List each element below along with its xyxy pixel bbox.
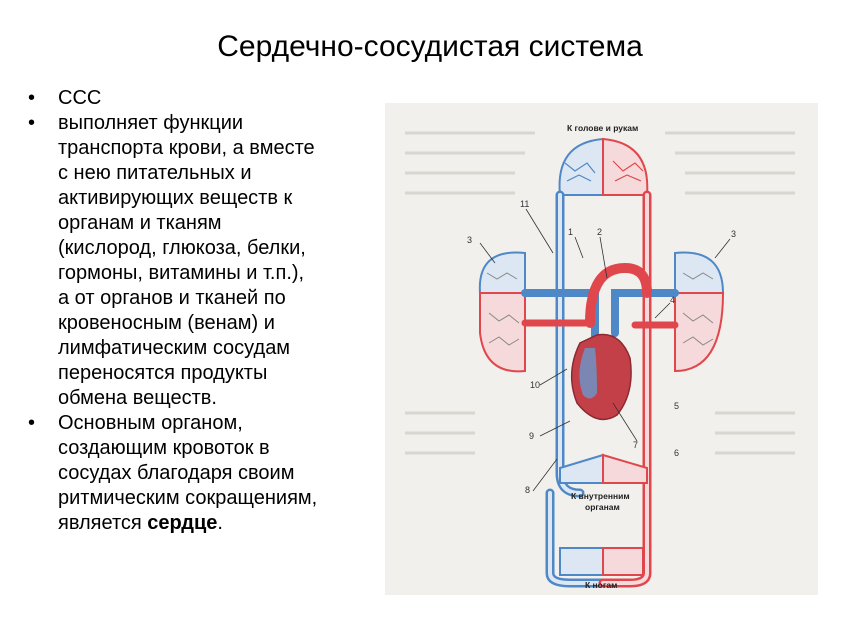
number-label-8: 8 [525,485,531,495]
bullet-item [28,86,373,111]
bullet-text [58,412,317,534]
number-label-9: 9 [529,431,535,441]
bullet-marker: • [28,87,36,109]
number-label-1: 1 [568,227,574,237]
upper-body-capillaries [560,139,648,195]
label-to-head-and-arms: К голове и рукам [567,123,639,133]
circulation-svg [385,103,818,595]
bullet-item [28,411,373,536]
bullet-text: выполняет функции транспорта крови, а вместе с нею питательных и активирующих веществ к органам и тканям (кислород, глюкоза, белки, гормоны, витамины и т.п.), а от органов и тканей по кровеносным (венам) и лимфатическим сосудам переносятся продукты обмена веществ. [58,112,315,409]
bullet-marker: • [28,112,36,134]
number-label-5: 5 [674,401,680,411]
slide-title: Сердечно-сосудистая система [217,30,643,63]
number-label-3-left: 3 [467,235,473,245]
label-to-legs: К ногам [585,580,618,590]
bullet-marker: • [28,412,36,434]
heart [572,334,631,419]
bullet-text-bold: сердце [147,512,218,534]
bullet-item [28,111,373,411]
number-label-6: 6 [674,448,680,458]
right-lung [675,253,723,372]
bullet-text-end: . [217,512,223,534]
number-label-10: 10 [530,380,541,390]
number-label-3-right: 3 [731,229,737,239]
number-label-7: 7 [633,440,639,450]
bullet-text-start: Основным органом, создающим кровоток в сосудах благодаря своим ритмическим сокращениям, является [58,412,318,534]
number-label-11: 11 [520,199,530,209]
legs-capillaries [560,548,643,575]
internal-organs-capillaries [560,455,647,483]
number-label-2: 2 [597,227,603,237]
label-to-internal-organs-2: органам [585,502,620,512]
left-lung [480,253,525,372]
bullet-list [28,86,373,536]
bullet-text: ССС [58,87,102,109]
label-to-internal-organs-1: К внутренним [571,491,630,501]
number-label-4: 4 [670,295,676,305]
circulatory-diagram [385,103,818,595]
